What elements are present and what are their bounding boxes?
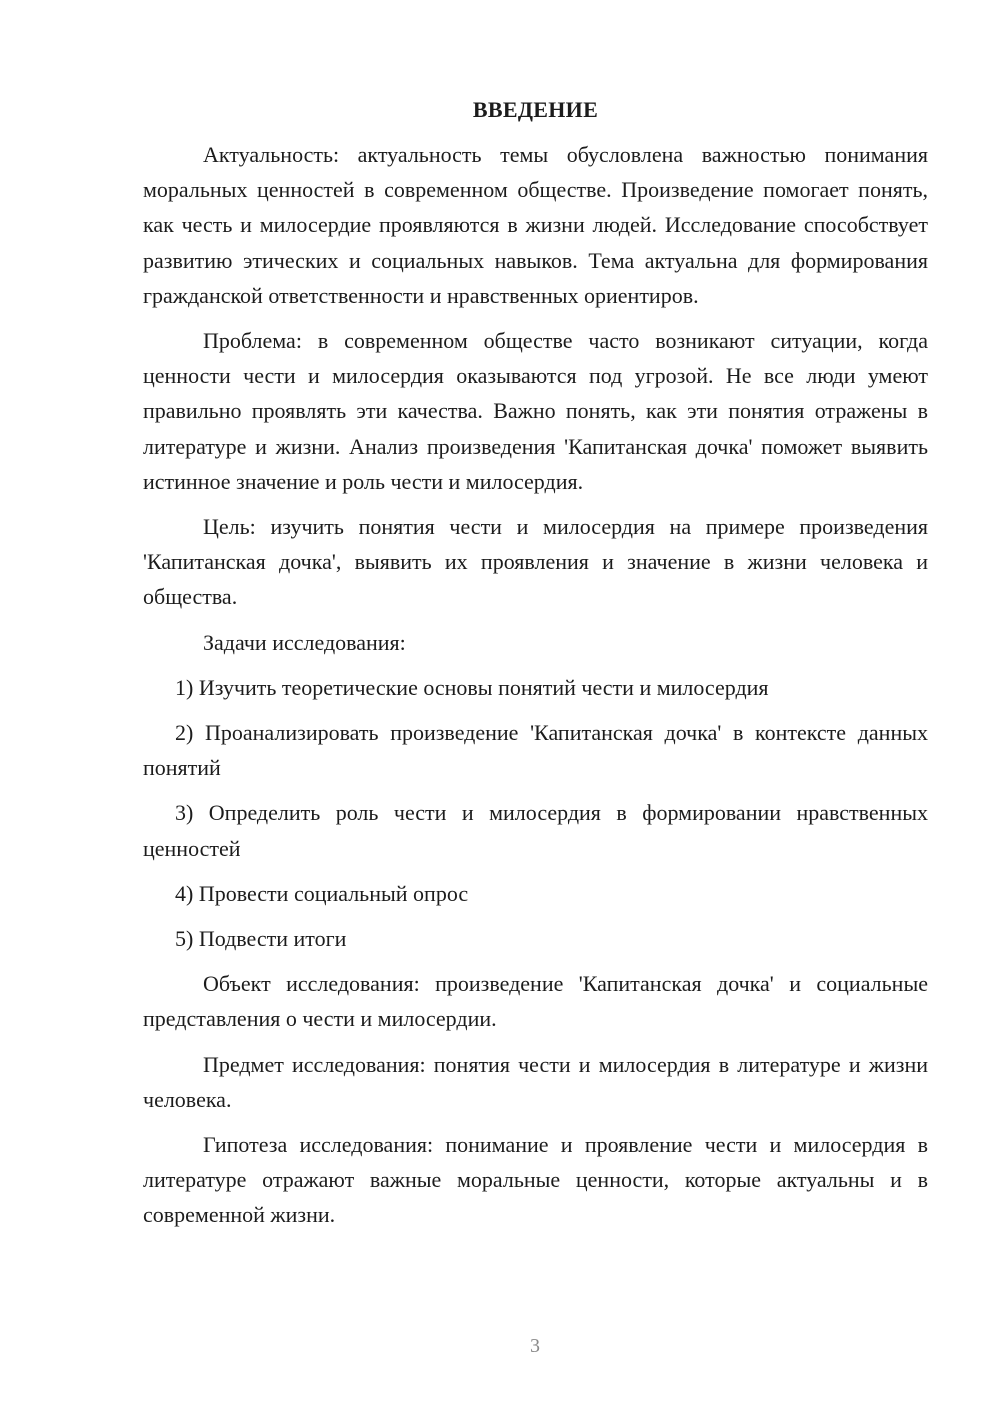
goal-paragraph: Цель: изучить понятия чести и милосердия на примере произведения 'Капитанская дочка', выявить их проявления и значение в жизни человека и общества. <box>143 514 928 610</box>
list-item: 2) Проанализировать произведение 'Капитанская дочка' в контексте данных понятий <box>143 720 928 781</box>
tasks-title: Задачи исследования: <box>203 629 406 655</box>
relevance-paragraph: Актуальность: актуальность темы обусловлена важностью понимания моральных ценностей в современном обществе. Произведение помогает понять, как честь и милосердие проявляются в жизни людей. Исследование способствует развитию этических и социальных навыков. Тема актуальна для формирования гражданской ответственности и нравственных ориентиров. <box>143 142 928 308</box>
list-item: 1) Изучить теоретические основы понятий чести и милосердия <box>175 674 769 700</box>
problem-paragraph: Проблема: в современном обществе часто возникают ситуации, когда ценности чести и милосердия оказываются под угрозой. Не все люди умеют правильно проявлять эти качества. Важно понять, как эти понятия отражены в литературе и жизни. Анализ произведения 'Капитанская дочка' поможет выявить истинное значение и роль чести и милосердия. <box>143 328 928 494</box>
list-item: 5) Подвести итоги <box>175 926 347 952</box>
hypothesis-paragraph: Гипотеза исследования: понимание и проявление чести и милосердия в литературе отражают важные моральные ценности, которые актуальны и в современной жизни. <box>143 1132 928 1228</box>
page-title: ВВЕДЕНИЕ <box>472 97 599 122</box>
object-paragraph: Объект исследования: произведение 'Капитанская дочка' и социальные представления о чести и милосердии. <box>143 971 928 1032</box>
list-item: 3) Определить роль чести и милосердия в формировании нравственных ценностей <box>143 800 928 861</box>
page-number: 3 <box>530 1335 540 1357</box>
subject-paragraph: Предмет исследования: понятия чести и милосердия в литературе и жизни человека. <box>143 1051 928 1112</box>
document-body <box>143 96 928 1243</box>
task-list <box>143 670 928 956</box>
list-item: 4) Провести социальный опрос <box>175 880 469 906</box>
